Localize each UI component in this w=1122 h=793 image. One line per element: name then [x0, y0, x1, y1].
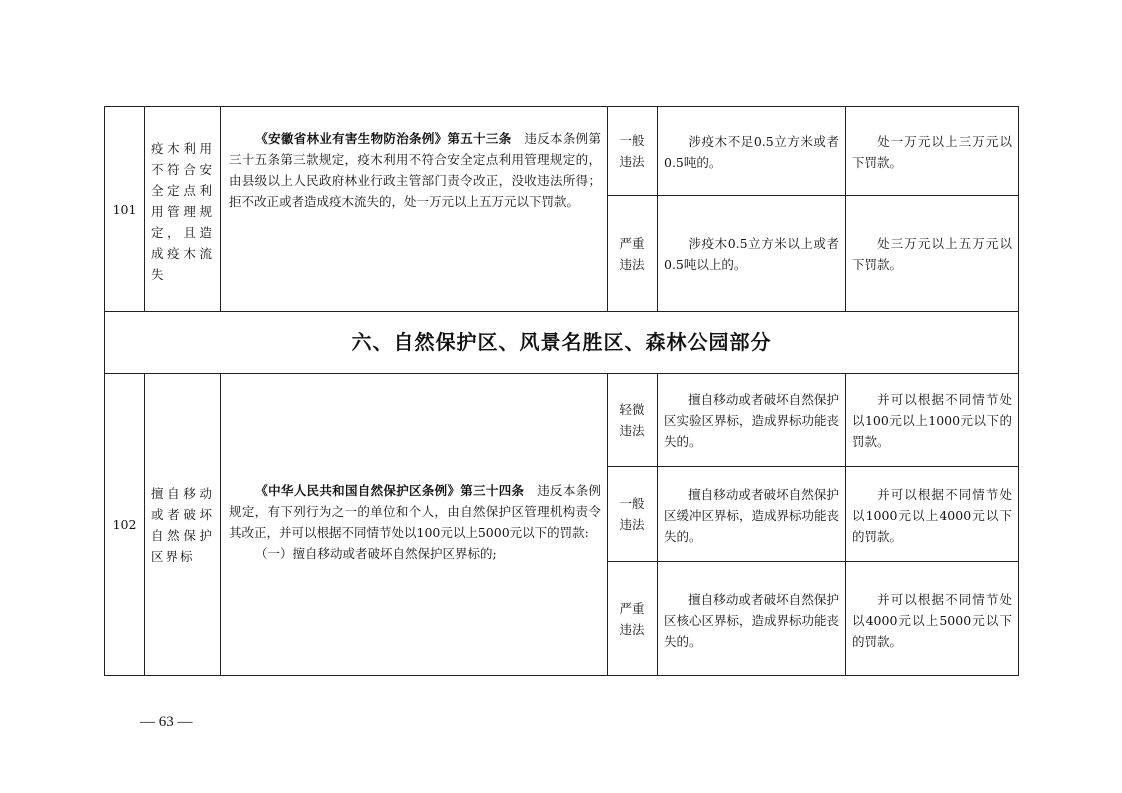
violation-category: 一般违法	[619, 496, 645, 532]
violation-situation: 涉疫木0.5立方米以上或者0.5吨以上的。	[664, 236, 839, 272]
violation-situation: 擅自移动或者破坏自然保护区实验区界标，造成界标功能丧失的。	[664, 392, 840, 449]
violation-situation: 擅自移动或者破坏自然保护区核心区界标，造成界标功能丧失的。	[664, 592, 840, 649]
page-number: — 63 —	[140, 714, 193, 730]
legal-basis	[221, 128, 607, 238]
row-divider	[607, 466, 1019, 467]
law-name: 《中华人民共和国自然保护区条例》第三十四条	[255, 483, 525, 498]
penalty-standard: 处一万元以上三万元以下罚款。	[852, 134, 1012, 170]
law-text: 违反本条例第三十五条第三款规定，疫木利用不符合安全定点利用管理规定的，由县级以上人民政府林业行政主管部门责令改正，没收违法所得；拒不改正或者造成疫木流失的，处一万元以上五万元以下罚款。	[229, 131, 601, 209]
law-text: 违反本条例规定，有下列行为之一的单位和个人，由自然保护区管理机构责令其改正，并可以根据不同情节处以100元以上5000元以下的罚款:	[229, 483, 601, 540]
section-title: 六、自然保护区、风景名胜区、森林公园部分	[351, 330, 772, 354]
row-divider	[607, 195, 1019, 196]
violation-category: 严重违法	[619, 600, 645, 637]
col-divider	[607, 373, 608, 676]
law-clause: （一）擅自移动或者破坏自然保护区界标的;	[255, 546, 497, 561]
violation-item: 疫木利用不符合安全定点利用管理规定，且造成疫木流失	[151, 141, 214, 282]
row-divider	[607, 561, 1019, 562]
law-name: 《安徽省林业有害生物防治条例》第五十三条	[255, 131, 512, 146]
row-divider	[104, 373, 1019, 374]
row-number: 101	[112, 201, 137, 217]
row-number: 102	[112, 517, 137, 532]
violation-category: 轻微违法	[619, 402, 645, 438]
violation-category: 一般违法	[619, 133, 645, 169]
penalty-standard: 并可以根据不同情节处以100元以上1000元以下的罚款。	[852, 392, 1012, 449]
penalty-standard: 并可以根据不同情节处以1000元以上4000元以下的罚款。	[852, 487, 1012, 544]
violation-item: 擅自移动或者破坏自然保护区界标	[151, 486, 214, 564]
violation-category: 严重违法	[619, 235, 645, 272]
col-divider	[607, 106, 608, 312]
legal-basis	[221, 480, 607, 590]
violation-situation: 涉疫木不足0.5立方米或者0.5吨的。	[664, 134, 839, 170]
table-border-right	[1018, 106, 1019, 676]
violation-situation: 擅自移动或者破坏自然保护区缓冲区界标，造成界标功能丧失的。	[664, 487, 840, 544]
table-border-bottom	[104, 675, 1019, 676]
penalty-standard: 处三万元以上五万元以下罚款。	[852, 236, 1012, 272]
table-border-top	[104, 106, 1019, 107]
penalty-standard: 并可以根据不同情节处以4000元以上5000元以下的罚款。	[852, 592, 1012, 649]
